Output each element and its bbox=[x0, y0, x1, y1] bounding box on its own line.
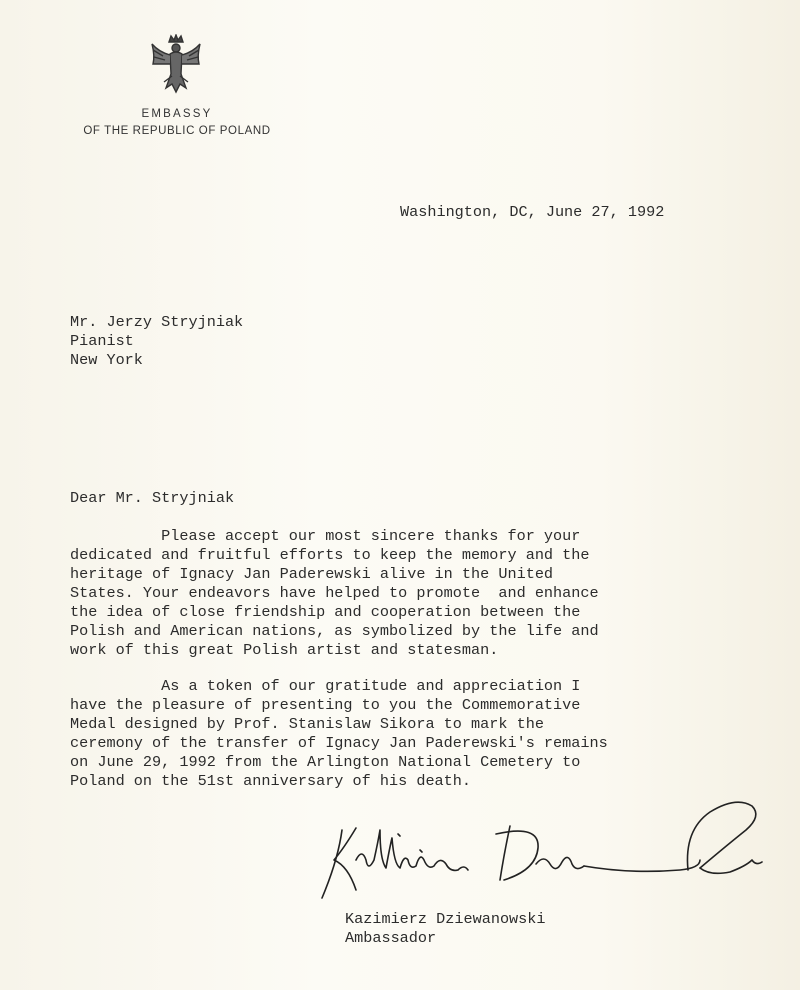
paragraph-line: the idea of close friendship and cooperation between the bbox=[70, 603, 581, 621]
paragraph-line: dedicated and fruitful efforts to keep the memory and the bbox=[70, 546, 590, 564]
paragraph-line: heritage of Ignacy Jan Paderewski alive in the United bbox=[70, 565, 554, 583]
dateline: Washington, DC, June 27, 1992 bbox=[400, 203, 665, 221]
paragraph-line: As a token of our gratitude and appreciation I bbox=[70, 677, 581, 695]
handwritten-signature bbox=[300, 790, 790, 910]
signer-title: Ambassador bbox=[345, 929, 437, 947]
paragraph-line: Poland on the 51st anniversary of his death. bbox=[70, 772, 472, 790]
salutation: Dear Mr. Stryjniak bbox=[70, 489, 235, 507]
paragraph-line: on June 29, 1992 from the Arlington National Cemetery to bbox=[70, 753, 581, 771]
paragraph-line: ceremony of the transfer of Ignacy Jan Paderewski's remains bbox=[70, 734, 608, 752]
paragraph-line: work of this great Polish artist and statesman. bbox=[70, 641, 499, 659]
paragraph-line: Please accept our most sincere thanks for your bbox=[70, 527, 581, 545]
embassy-name: EMBASSY bbox=[141, 108, 213, 120]
polish-eagle-emblem-icon bbox=[149, 34, 203, 100]
embassy-subtitle: OF THE REPUBLIC OF POLAND bbox=[83, 125, 271, 137]
recipient-title: Pianist bbox=[70, 332, 134, 350]
paragraph-line: Polish and American nations, as symbolized by the life and bbox=[70, 622, 599, 640]
paragraph-line: States. Your endeavors have helped to promote and enhance bbox=[70, 584, 599, 602]
recipient-city: New York bbox=[70, 351, 143, 369]
recipient-name: Mr. Jerzy Stryjniak bbox=[70, 313, 244, 331]
paragraph-line: have the pleasure of presenting to you the Commemorative bbox=[70, 696, 581, 714]
signer-name: Kazimierz Dziewanowski bbox=[345, 910, 546, 928]
paragraph-line: Medal designed by Prof. Stanislaw Sikora to mark the bbox=[70, 715, 544, 733]
